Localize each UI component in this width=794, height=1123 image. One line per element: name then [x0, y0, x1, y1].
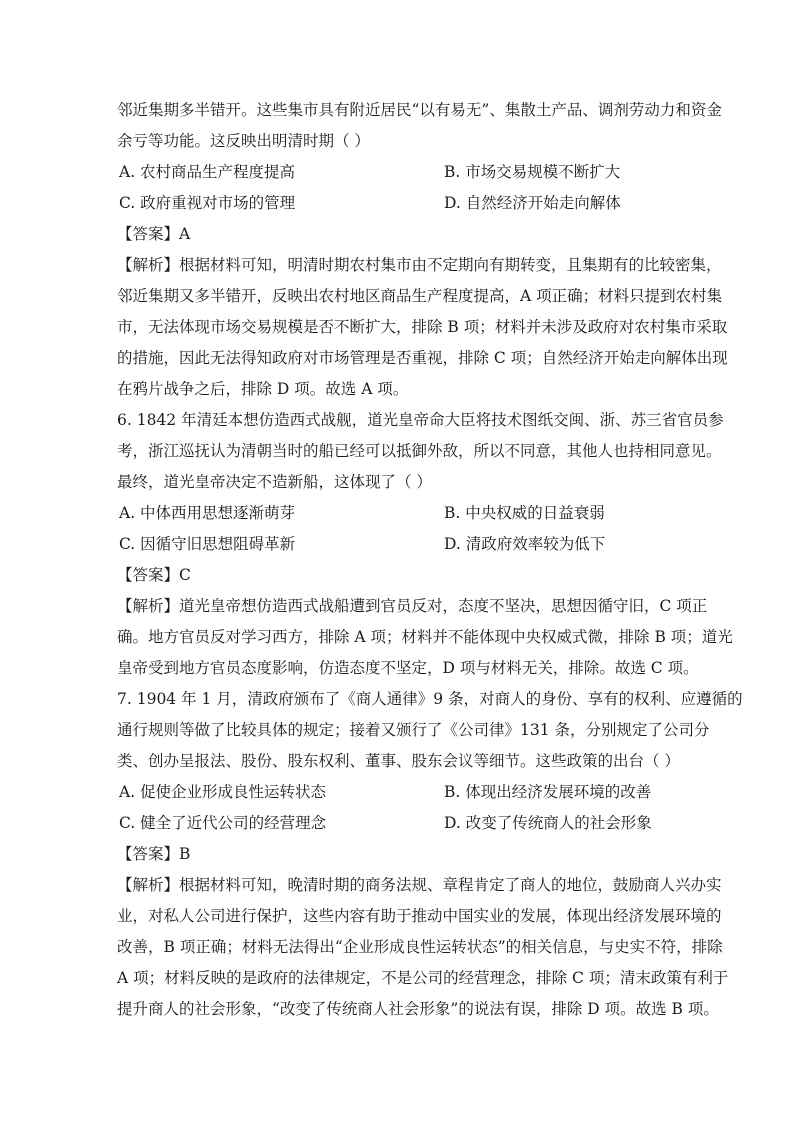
answer-line: 【答案】A	[117, 225, 191, 243]
analysis-line: 在鸦片战争之后，排除 D 项。故选 A 项。	[117, 380, 409, 398]
options-row	[117, 529, 677, 560]
option-c: C. 因循守旧思想阻碍革新	[119, 535, 296, 553]
question-stem-line: 类、创办呈报法、股份、股东权利、董事、股东会议等细节。这些政策的出台（ ）	[117, 752, 680, 770]
question-6	[117, 405, 733, 684]
options-row	[117, 498, 677, 529]
options-row	[117, 808, 677, 839]
options-row	[117, 188, 677, 219]
question-5	[117, 95, 728, 405]
analysis-line: 确。地方官员反对学习西方，排除 A 项；材料并不能体现中央权威式微，排除 B 项；道光	[117, 628, 733, 646]
options-row	[117, 777, 677, 808]
option-c: C. 健全了近代公司的经营理念	[119, 814, 327, 832]
option-c: C. 政府重视对市场的管理	[119, 194, 296, 212]
question-7	[117, 684, 743, 1025]
option-b: B. 市场交易规模不断扩大	[444, 163, 621, 181]
question-stem-line: 通行规则等做了比较具体的规定；接着又颁行了《公司律》131 条，分别规定了公司分	[117, 721, 710, 739]
analysis-line: 提升商人的社会形象，“改变了传统商人社会形象”的说法有误，排除 D 项。故选 B 项。	[117, 1000, 719, 1018]
option-d: D. 清政府效率较为低下	[444, 535, 606, 553]
question-stem-line: 邻近集期多半错开。这些集市具有附近居民“以有易无”、集散土产品、调剂劳动力和资金	[117, 101, 722, 119]
option-b: B. 体现出经济发展环境的改善	[444, 783, 652, 801]
answer-line: 【答案】B	[117, 845, 191, 863]
answer-line: 【答案】C	[117, 566, 191, 584]
analysis-line: 【解析】根据材料可知，晚清时期的商务法规、章程肯定了商人的地位，鼓励商人兴办实	[117, 876, 722, 894]
option-b: B. 中央权威的日益衰弱	[444, 504, 605, 522]
question-stem-line: 7. 1904 年 1 月，清政府颁布了《商人通律》9 条，对商人的身份、享有的权利、应遵循的	[117, 690, 743, 708]
question-stem-line: 6. 1842 年清廷本想仿造西式战舰，道光皇帝命大臣将技术图纸交闽、浙、苏三省官员参	[117, 411, 724, 429]
question-stem-line: 最终，道光皇帝决定不造新船，这体现了（ ）	[117, 473, 432, 491]
option-a: A. 促使企业形成良性运转状态	[119, 783, 327, 801]
options-row	[117, 157, 677, 188]
analysis-line: A 项；材料反映的是政府的法律规定，不是公司的经营理念，排除 C 项；清末政策有利于	[117, 969, 729, 987]
analysis-line: 皇帝受到地方官员态度影响，仿造态度不坚定，D 项与材料无关，排除。故选 C 项。	[117, 659, 699, 677]
analysis-line: 邻近集期又多半错开，反映出农村地区商品生产程度提高，A 项正确；材料只提到农村集	[117, 287, 723, 305]
option-d: D. 自然经济开始走向解体	[444, 194, 621, 212]
analysis-line: 改善，B 项正确；材料无法得出“企业形成良性运转状态”的相关信息，与史实不符，排除	[117, 938, 723, 956]
option-a: A. 中体西用思想逐渐萌芽	[119, 504, 296, 522]
question-stem-line: 考，浙江巡抚认为清朝当时的船已经可以抵御外敌，所以不同意，其他人也持相同意见。	[117, 442, 722, 460]
analysis-line: 【解析】根据材料可知，明清时期农村集市由不定期向有期转变，且集期有的比较密集，	[117, 256, 722, 274]
analysis-line: 市，无法体现市场交易规模是否不断扩大，排除 B 项；材料并未涉及政府对农村集市采取	[117, 318, 728, 336]
analysis-line: 业，对私人公司进行保护，这些内容有助于推动中国实业的发展，体现出经济发展环境的	[117, 907, 722, 925]
question-stem-line: 余亏等功能。这反映出明清时期（ ）	[117, 132, 370, 150]
option-a: A. 农村商品生产程度提高	[119, 163, 296, 181]
analysis-line: 的措施，因此无法得知政府对市场管理是否重视，排除 C 项；自然经济开始走向解体出现	[117, 349, 728, 367]
page-content	[117, 95, 743, 1025]
option-d: D. 改变了传统商人的社会形象	[444, 814, 652, 832]
analysis-line: 【解析】道光皇帝想仿造西式战船遭到官员反对，态度不坚决，思想因循守旧，C 项正	[117, 597, 708, 615]
